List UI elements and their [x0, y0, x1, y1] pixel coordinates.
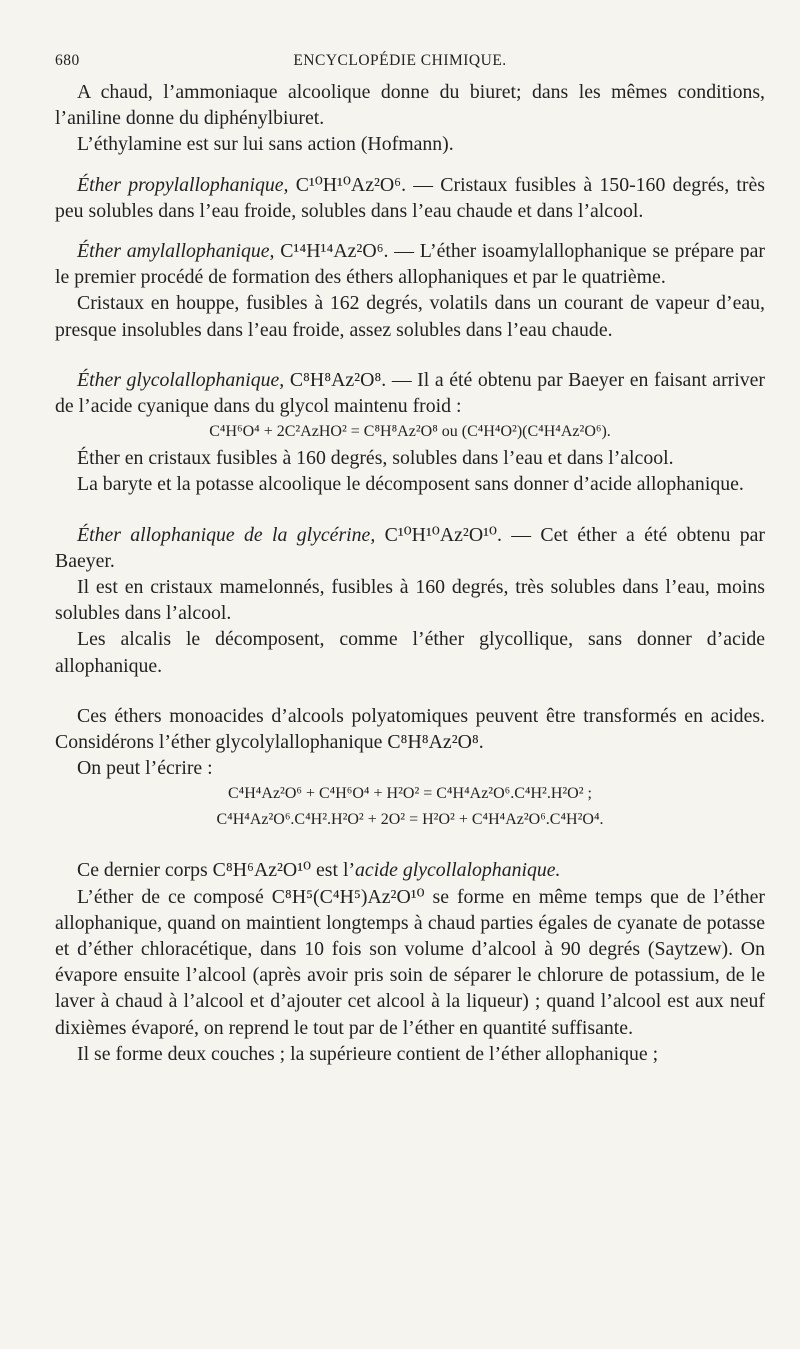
paragraph: Il se forme deux couches ; la supérieure contient de l’éther allophanique ;	[77, 1042, 659, 1065]
compound-title: Éther glycolallophanique,	[77, 368, 285, 391]
paragraph-text: — Il a été obtenu par Baeyer en faisant arriver de l’acide cyanique dans du glycol maintenu froid :	[55, 368, 765, 418]
compound-title: Éther propylallophanique,	[77, 173, 289, 196]
paragraph-text: — Cet éther a été obtenu par Baeyer.	[55, 523, 765, 572]
formula: C¹⁰H¹⁰Az²O⁶.	[295, 173, 407, 196]
paragraph: L’éther de ce composé C⁸H⁵(C⁴H⁵)Az²O¹⁰ se forme en même temps que de l’éther allophanique, quand on maintient longtemps à chaud parties égales de cyanate de potasse et d’éther chloracétique, dans 10 fois son volume d’alcool à 90 degrés (Saytzew). On évapore ensuite l’alcool (après avoir pris soin de séparer le chlorure de potassium, de le laver à chaud à l’alcool et d’ajouter cet alcool à la liqueur) ; quand l’alcool est aux neuf dixièmes évaporé, on reprend le tout par de l’éther en quantité suffisante.	[55, 885, 765, 1039]
paragraph-glycol	[55, 367, 765, 419]
running-title: ENCYCLOPÉDIE CHIMIQUE.	[293, 52, 507, 69]
paragraph-propyl	[55, 172, 765, 224]
paragraph-text: — L’éther isoamylallophanique se prépare par le premier procédé de formation des éthers allophaniques et par le quatrième.	[55, 240, 765, 289]
equation	[55, 781, 765, 833]
equation-line: C⁴H⁴Az²O⁶.C⁴H².H²O² + 2O² = H²O² + C⁴H⁴Az²O⁶.C⁴H²O⁴.	[216, 811, 604, 829]
paragraph-acid	[55, 857, 765, 883]
acid-name: acide glycollalophanique.	[355, 859, 561, 882]
page-header	[0, 46, 800, 74]
paragraph: La baryte et la potasse alcoolique le décomposent sans donner d’acide allophanique.	[77, 473, 744, 496]
page-number: 680	[55, 52, 80, 69]
formula: C¹⁴H¹⁴Az²O⁶.	[280, 240, 389, 263]
paragraph: Éther en cristaux fusibles à 160 degrés, solubles dans l’eau et dans l’alcool.	[77, 447, 674, 470]
paragraph-glycerine	[55, 522, 765, 574]
paragraph: Ces éthers monoacides d’alcools polyatomiques peuvent être transformés en acides. Considérons l’éther glycolylallophanique C⁸H⁸Az²O⁸.	[55, 704, 765, 754]
formula: C¹⁰H¹⁰Az²O¹⁰.	[384, 523, 502, 546]
page-body	[55, 79, 765, 1067]
paragraph: Il est en cristaux mamelonnés, fusibles à 160 degrés, très solubles dans l’eau, moins solubles dans l’alcool.	[55, 576, 765, 625]
paragraph-text: Ce dernier corps C⁸H⁶Az²O¹⁰ est l’	[77, 859, 356, 882]
paragraph: A chaud, l’ammoniaque alcoolique donne du biuret; dans les mêmes conditions, l’aniline donne du diphénylbiuret.	[55, 81, 765, 130]
formula: C⁸H⁸Az²O⁸.	[289, 368, 387, 391]
paragraph: Cristaux en houppe, fusibles à 162 degrés, volatils dans un courant de vapeur d’eau, presque insolubles dans l’eau froide, assez solubles dans l’eau chaude.	[55, 292, 765, 341]
paragraph-text: — Cristaux fusibles à 150-160 degrés, très peu solubles dans l’eau froide, solubles dans l’eau chaude et dans l’alcool.	[55, 173, 765, 222]
compound-title: Éther allophanique de la glycérine,	[77, 523, 376, 546]
compound-title: Éther amylallophanique,	[77, 240, 275, 263]
equation-line: C⁴H⁴Az²O⁶ + C⁴H⁶O⁴ + H²O² = C⁴H⁴Az²O⁶.C⁴H².H²O² ;	[228, 785, 592, 803]
paragraph: Les alcalis le décomposent, comme l’éther glycollique, sans donner d’acide allophanique.	[55, 628, 765, 677]
equation: C⁴H⁶O⁴ + 2C²AzHO² = C⁸H⁸Az²O⁸ ou (C⁴H⁴O²)(C⁴H⁴Az²O⁶).	[209, 423, 611, 441]
paragraph-amyl	[55, 238, 765, 290]
paragraph: L’éthylamine est sur lui sans action (Hofmann).	[77, 133, 454, 156]
paragraph: On peut l’écrire :	[77, 757, 213, 780]
